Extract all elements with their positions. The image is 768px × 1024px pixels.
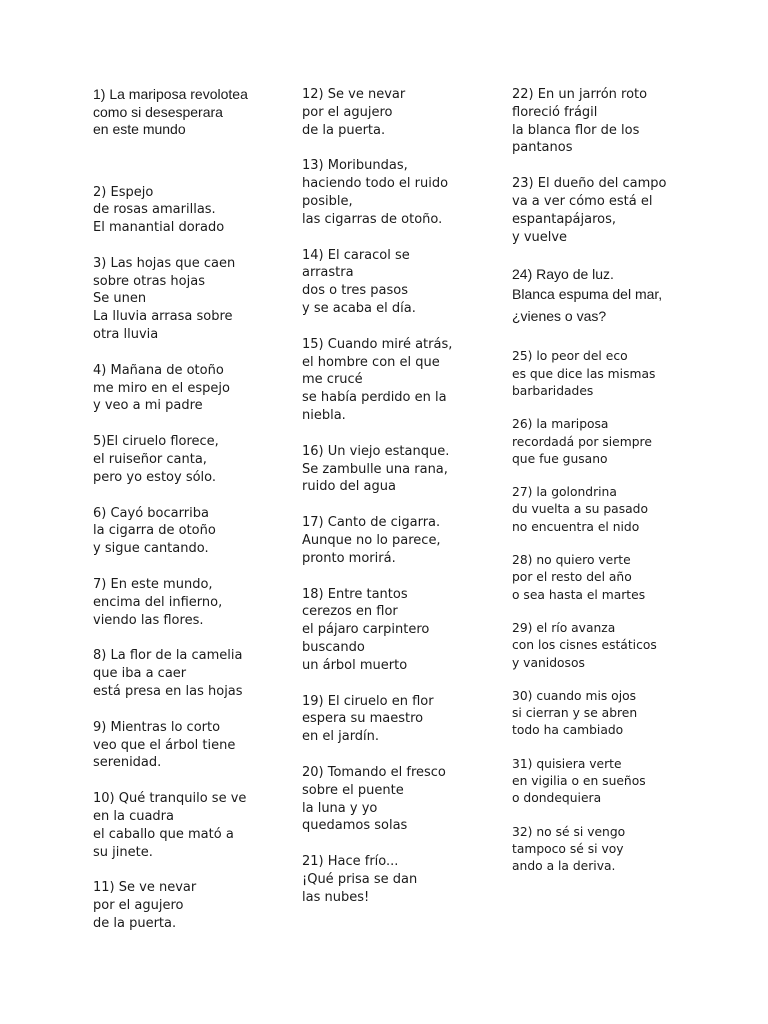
poem-line: 16) Un viejo estanque. [302, 443, 450, 459]
poem-29 [512, 620, 712, 672]
poem-line: 26) la mariposa [512, 417, 609, 432]
poem-line: cerezos en flor [302, 604, 398, 620]
poem-line: 6) Cayó bocarriba [93, 505, 209, 521]
poem-16 [302, 443, 502, 496]
poem-line: tampoco sé si voy [512, 841, 624, 856]
poem-line: Se unen [93, 291, 147, 307]
poem-7 [93, 576, 293, 629]
poem-24 [512, 264, 712, 326]
poem-line: veo que el árbol tiene [93, 737, 236, 753]
poem-line: 22) En un jarrón roto [512, 87, 648, 102]
poem-line: espera su maestro [302, 711, 424, 727]
poem-19 [302, 693, 502, 746]
column-1 [93, 86, 293, 933]
poem-line: pantanos [512, 140, 573, 156]
poem-line: 29) el río avanza [512, 620, 616, 635]
poem-line: en vigilia o en sueños [512, 774, 646, 789]
poem-line: o dondequiera [512, 791, 602, 806]
poem-32 [512, 824, 712, 876]
poem-line: la blanca flor de los [512, 122, 640, 138]
poem-line: 4) Mañana de otoño [93, 362, 224, 378]
poem-line: es que dice las mismas [512, 366, 656, 381]
poem-line: Aunque no lo parece, [302, 532, 441, 548]
poem-line: 18) Entre tantos [302, 586, 408, 602]
poem-line: no encuentra el nido [512, 519, 640, 534]
poem-27 [512, 484, 712, 536]
poem-line: ¿vienes o vas? [512, 308, 607, 325]
poem-line: el pájaro carpintero [302, 622, 430, 638]
poem-line: floreció frágil [512, 104, 598, 120]
poem-line: el hombre con el que [302, 354, 440, 370]
poem-line: y veo a mi padre [93, 398, 203, 414]
poem-line: va a ver cómo está el [512, 193, 653, 209]
poem-line: 25) lo peor del eco [512, 349, 628, 364]
poem-12 [302, 86, 502, 139]
poem-line: y vuelve [512, 229, 568, 245]
poem-line: su jinete. [93, 844, 153, 860]
poem-line: me crucé [302, 372, 363, 388]
poem-line: por el agujero [93, 898, 184, 914]
poem-line: en este mundo [93, 121, 186, 137]
poem-25 [512, 348, 712, 400]
poem-line: o sea hasta el martes [512, 587, 646, 602]
poem-line: y sigue cantando. [93, 541, 209, 557]
poem-line: 23) El dueño del campo [512, 176, 667, 192]
poem-line: la luna y yo [302, 800, 378, 816]
column-2 [302, 86, 502, 906]
poem-line: 21) Hace frío... [302, 854, 399, 870]
poem-3 [93, 255, 293, 344]
poem-11 [93, 879, 293, 932]
poem-line: serenidad. [93, 755, 162, 771]
poem-line: ruido del agua [302, 479, 396, 495]
poem-line: en el jardín. [302, 729, 380, 745]
poem-line: el ruiseñor canta, [93, 452, 207, 468]
poem-15 [302, 336, 502, 425]
poem-30 [512, 688, 712, 740]
poem-line: Se zambulle una rana, [302, 461, 448, 477]
poem-17 [302, 514, 502, 567]
poem-line: 12) Se ve nevar [302, 87, 406, 102]
poem-28 [512, 552, 712, 604]
poem-26 [512, 416, 712, 468]
poem-line: 15) Cuando miré atrás, [302, 336, 453, 352]
poem-line: 24) Rayo de luz. [512, 266, 614, 283]
poem-10 [93, 790, 293, 861]
poem-line: el caballo que mató a [93, 826, 234, 842]
poem-line: 7) En este mundo, [93, 577, 213, 593]
poem-line: ¡Qué prisa se dan [302, 871, 418, 887]
poem-line: si cierran y se abren [512, 706, 638, 721]
poem-line: 5)El ciruelo florece, [93, 434, 219, 450]
poem-line: por el resto del año [512, 570, 632, 585]
poem-line: 1) La mariposa revolotea [93, 86, 248, 102]
poem-line: encima del infierno, [93, 594, 223, 610]
poem-line: La lluvia arrasa sobre [93, 309, 233, 325]
poem-line: que fue gusano [512, 451, 608, 466]
poem-22 [512, 86, 712, 157]
poem-line: recordadá por siempre [512, 434, 652, 449]
poem-line: 30) cuando mis ojos [512, 688, 637, 703]
poem-line: pronto morirá. [302, 550, 396, 566]
poem-line: la cigarra de otoño [93, 523, 216, 539]
poem-line: 27) la golondrina [512, 485, 617, 500]
poem-line: 31) quisiera verte [512, 756, 622, 771]
poem-line: ando a la deriva. [512, 859, 616, 874]
poem-line: barbaridades [512, 383, 594, 398]
poem-line: y vanidosos [512, 655, 585, 670]
poem-line: quedamos solas [302, 818, 408, 834]
poem-line: todo ha cambiado [512, 723, 624, 738]
poem-line: 14) El caracol se [302, 247, 410, 263]
poem-5 [93, 433, 293, 486]
poem-line: dos o tres pasos [302, 283, 408, 299]
poem-9 [93, 719, 293, 772]
poem-8 [93, 647, 293, 700]
poem-line: otra lluvia [93, 327, 159, 343]
poem-4 [93, 362, 293, 415]
poem-line: 9) Mientras lo corto [93, 719, 221, 735]
poem-31 [512, 756, 712, 808]
poem-line: 11) Se ve nevar [93, 880, 197, 896]
poem-line: pero yo estoy sólo. [93, 469, 217, 485]
poem-line: 32) no sé si vengo [512, 824, 626, 839]
poem-line: está presa en las hojas [93, 684, 243, 700]
poem-line: niebla. [302, 407, 346, 423]
poem-line: Blanca espuma del mar, [512, 286, 663, 303]
poem-line: con los cisnes estáticos [512, 638, 657, 653]
poem-line: 17) Canto de cigarra. [302, 515, 441, 531]
poem-21 [302, 853, 502, 906]
column-3 [512, 86, 712, 876]
poem-line: en la cuadra [93, 809, 174, 825]
poem-18 [302, 586, 502, 675]
poem-line: de la puerta. [302, 122, 386, 138]
poem-line: arrastra [302, 265, 354, 281]
poem-line: 19) El ciruelo en flor [302, 693, 434, 709]
poem-line: 3) Las hojas que caen [93, 255, 236, 271]
poem-line: viendo las flores. [93, 612, 204, 628]
poem-line: de rosas amarillas. [93, 202, 216, 218]
poem-line: espantapájaros, [512, 211, 617, 227]
poem-line: sobre el puente [302, 782, 404, 798]
poem-13 [302, 157, 502, 228]
poem-line: sobre otras hojas [93, 273, 205, 289]
poem-14 [302, 247, 502, 318]
poem-line: y se acaba el día. [302, 300, 416, 316]
poem-line: buscando [302, 639, 365, 655]
poem-line: haciendo todo el ruido [302, 176, 449, 192]
poem-line: por el agujero [302, 104, 393, 120]
poem-6 [93, 505, 293, 558]
poem-line: que iba a caer [93, 666, 187, 682]
poem-line: me miro en el espejo [93, 380, 230, 396]
poem-line: posible, [302, 193, 353, 209]
poem-line: las nubes! [302, 889, 370, 905]
poem-line: 8) La flor de la camelia [93, 648, 243, 664]
poem-23 [512, 175, 712, 246]
poem-line: de la puerta. [93, 916, 177, 931]
poem-2 [93, 184, 293, 237]
poem-1 [93, 86, 293, 139]
poem-line: 28) no quiero verte [512, 553, 631, 568]
poem-line: du vuelta a su pasado [512, 502, 648, 517]
poem-line: como si desesperara [93, 103, 223, 120]
poem-20 [302, 764, 502, 835]
poem-line: un árbol muerto [302, 657, 408, 673]
poem-line: las cigarras de otoño. [302, 211, 443, 227]
poem-line: El manantial dorado [93, 220, 225, 236]
poem-line: 13) Moribundas, [302, 158, 408, 174]
poem-line: 20) Tomando el fresco [302, 764, 446, 780]
poem-line: se había perdido en la [302, 390, 447, 406]
poem-line: 10) Qué tranquilo se ve [93, 791, 247, 807]
poem-line: 2) Espejo [93, 184, 154, 200]
